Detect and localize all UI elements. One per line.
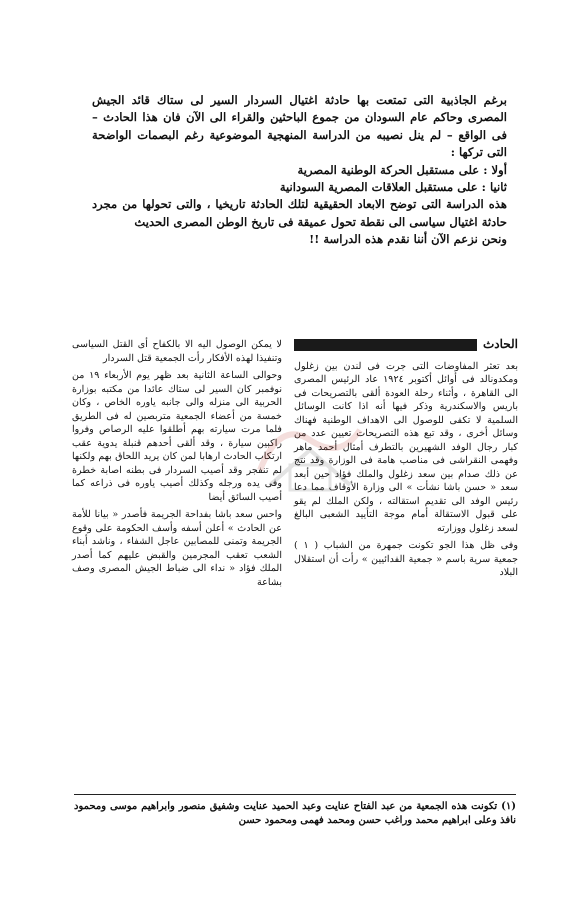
intro-point-one: أولا : على مستقبل الحركة الوطنية المصرية [297, 162, 507, 177]
body-paragraph: بعد تعثر المفاوضات التى جرت فى لندن بين زغلول ومكدونالد فى أوائل أكتوبر ١٩٢٤ عاد الرئيس المصرى الى القاهرة ، وأثناء رحلة العودة ألقى بالتصريحات فى باريس والاسكندرية وذكر فيها أنه اذا كانت الوسائل السلمية لا تكفى للوصول الى الاهداف الوطنية فهناك وسائل أخرى ، وقد تبع هذه التصريحات تعيين عدد من كبار رجال الوفد الشهيرين بالتطرف أمثال أحمد ماهر وفهمى النقراشى فى مناصب هامة فى الوزارة وقد نتج عن ذلك صدام بين سعد زغلول والملك فؤاد حين أبعد سعد « حسن باشا نشأت » الى وزارة الأوقاف مما دعا رئيس الوفد الى تقديم استقالته ، ولكن الملك لم يقو على قبول الاستقالة أمام موجة التأييد الشعبى البالغ لسعد زغلول ووزارته [294, 360, 518, 534]
intro-point-two: ثانيا : على مستقبل العلاقات المصرية السودانية [279, 180, 507, 195]
footnote-divider [74, 794, 516, 795]
footnote [74, 800, 516, 828]
intro-paragraph: هذه الدراسة التى توضح الابعاد الحقيقية لتلك الحادثة تاريخيا ، والتى تحولها من مجرد حادثة اغتيال سياسى الى نقطة تحول عميقة فى تاريخ الوطن المصرى الحديث [92, 197, 507, 229]
footnote-text: (١) تكونت هذه الجمعية من عبد الفتاح عنايت وعبد الحميد عنايت وشفيق منصور وابراهيم موسى ومحمود نافذ وعلى ابراهيم محمد وراغب حسن ومحمد فهمى ومحمود حسن [74, 801, 516, 826]
body-paragraph: وحوالى الساعة الثانية بعد ظهر يوم الأربعاء ١٩ من نوفمبر كان السير لى ستاك عائدا من مكتبه بوزارة الحربية الى منزله والى جانبه ياوره الخاص ، وكان خمسة من أعضاء الجمعية متربصين له فى الطريق فلما مرت سيارته بهم أطلقوا عليه الرصاص وفروا راكبين سيارة ، وقد ألقى أحدهم قنبلة يدوية عقب ارتكاب الحادث ارهابا لمن كان يريد اللحاق بهم ولكنها لم تنفجر وقد أصيب السردار فى بطنه اصابة خطرة وفى يده ورجله وكذلك أصيب ياوره فى ذراعه كما أصيب السائق أيضا [72, 370, 282, 503]
archive-watermark-icon [250, 410, 370, 500]
intro-closing: ونحن نزعم الآن أننا نقدم هذه الدراسة !! [309, 232, 507, 247]
section-heading-title: الحادث [482, 337, 518, 351]
intro-paragraph: برغم الجاذبية التى تمتعت بها حادثة اغتيال السردار السير لى ستاك قائد الجيش المصرى وحاكم عام السودان من جموع الباحثين والقراء الى الآن فان هذا الحادث – فى الواقع – لم ينل نصيبه من الدراسة المنهجية الموضوعية رغم البصمات الواضحة التى تركها : [92, 93, 507, 160]
body-paragraph: وفى ظل هذا الجو تكونت جمهرة من الشباب ( ١ ) جمعية سرية باسم « جمعية الفدائيين » رأت أن استقلال البلاد [294, 540, 518, 578]
intro-block [92, 92, 507, 249]
body-paragraph: لا يمكن الوصول اليه الا بالكفاح أى القتل السياسى وتنفيذا لهذه الأفكار رأت الجمعية قتل السردار [72, 339, 282, 364]
section-heading [294, 338, 518, 352]
heading-bar [294, 339, 477, 351]
body-paragraph: واحس سعد باشا بفداحة الجريمة فأصدر « بيانا للأمة عن الحادث » أعلن أسفه وأسف الحكومة على وقوع الجريمة وتمنى للمصابين عاجل الشفاء ، وناشد أبناء الشعب تعقب المجرمين والقبض عليهم كما أصدر الملك فؤاد « نداء الى ضباط الجيش المصرى وصف بشاعة [72, 509, 282, 588]
